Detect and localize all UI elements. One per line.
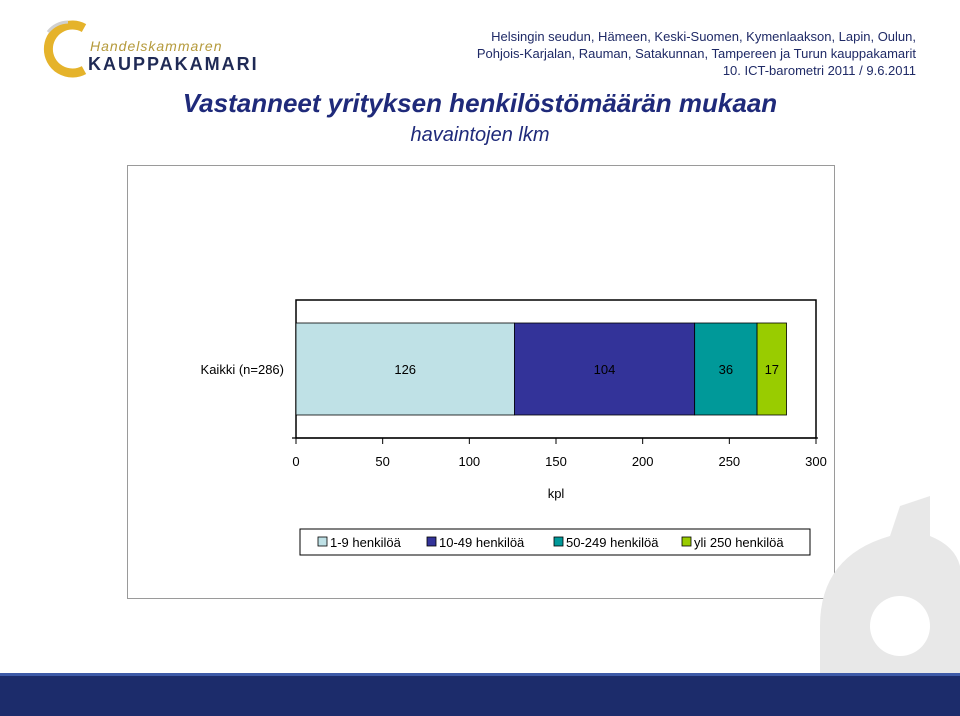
chart-title: Vastanneet yrityksen henkilöstömäärän mukaan [182,88,778,118]
bar-value-label-4: 17 [764,362,780,377]
header-info-line-3: 10. ICT-barometri 2011 / 9.6.2011 [722,63,916,78]
bar-value-label-3: 36 [718,362,734,377]
x-tick-label-0: 0 [292,454,300,469]
chart-subtitle: havaintojen lkm [410,124,550,146]
legend-swatch-3 [554,537,563,546]
bar-value-label-1: 126 [394,362,417,377]
x-tick-label-3: 150 [545,454,567,469]
x-axis-title: kpl [547,486,565,501]
x-tick-label-6: 300 [805,454,827,469]
header-info [477,28,916,79]
chart-frame [127,165,835,599]
logo-text-top: Handelskammaren [90,38,223,54]
x-tick-label-1: 50 [375,454,390,469]
legend-swatch-4 [682,537,691,546]
logo-text-bottom: KAUPPAKAMARI [88,54,259,74]
legend-swatch-1 [318,537,327,546]
header-info-line-1: Helsingin seudun, Hämeen, Keski-Suomen, Kymenlaakson, Lapin, Oulun, [491,29,916,44]
legend-label-2: 10-49 henkilöä [439,535,525,550]
x-tick-label-2: 100 [458,454,481,469]
bar-value-label-2: 104 [593,362,616,377]
footer-bar [0,676,960,716]
gear-watermark-icon [780,476,960,676]
header-info-line-2: Pohjois-Karjalan, Rauman, Satakunnan, Tampereen ja Turun kauppakamarit [476,46,916,61]
category-label: Kaikki (n=286) [200,362,284,377]
legend-label-4: yli 250 henkilöä [694,535,784,550]
chamber-logo [38,18,258,80]
x-tick-label-5: 250 [718,454,741,469]
legend-label-3: 50-249 henkilöä [566,535,659,550]
x-tick-label-4: 200 [631,454,654,469]
legend-swatch-2 [427,537,436,546]
stacked-bar-chart [128,166,834,598]
legend-label-1: 1-9 henkilöä [330,535,401,550]
